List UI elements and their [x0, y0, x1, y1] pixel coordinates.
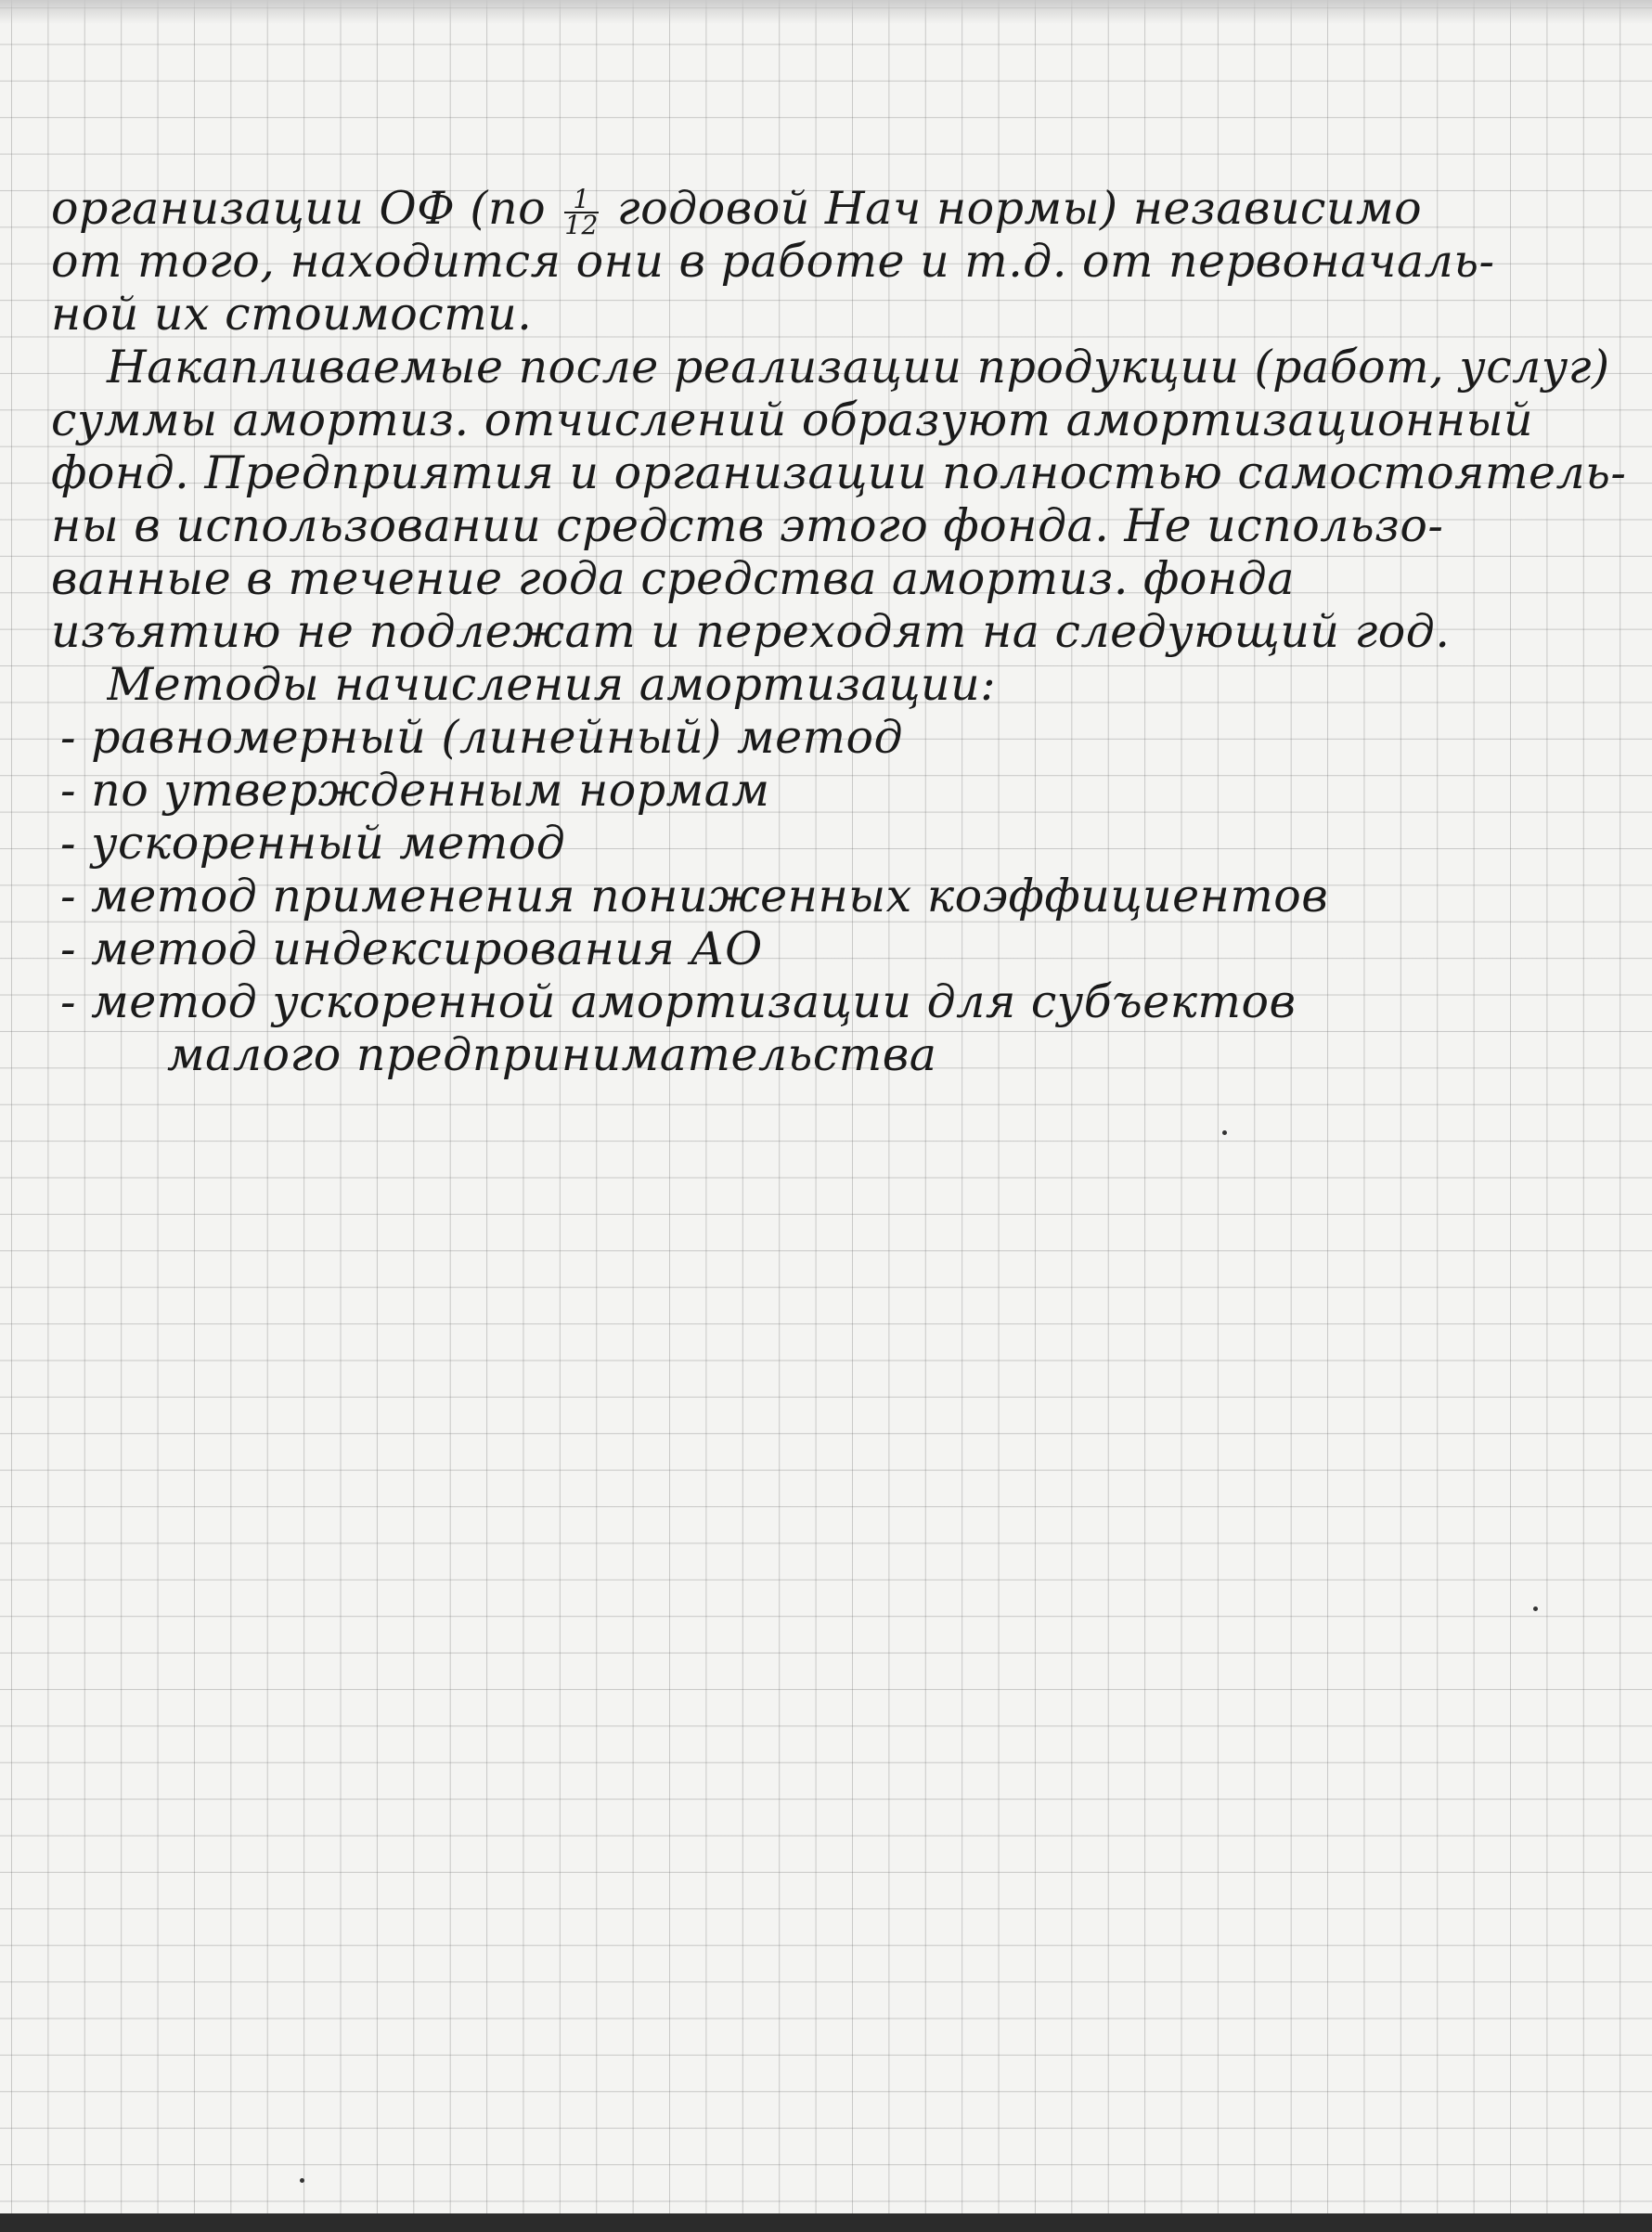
page-bottom-edge: [0, 2213, 1652, 2232]
ink-dot: [1222, 1130, 1227, 1135]
paragraph2-line6: изъятию не подлежат и переходят на следующий год.: [51, 605, 1451, 658]
page-top-shadow: [0, 0, 1652, 24]
methods-list-item: - по утвержденным нормам: [60, 764, 770, 817]
paragraph2-line2: суммы амортиз. отчислений образуют амортизационный: [51, 394, 1534, 446]
paragraph2-line4: ны в использовании средств этого фонда. Не использо-: [51, 499, 1444, 552]
methods-list-item: - метод ускоренной амортизации для субъектов: [60, 975, 1297, 1028]
ink-dot: [1533, 1606, 1538, 1611]
methods-heading: [107, 658, 1629, 711]
paragraph1-line1-start: организации ОФ (по: [51, 182, 547, 235]
fraction: [564, 183, 599, 236]
methods-heading-text: Методы начисления амортизации:: [107, 658, 996, 711]
methods-list-item-continuation: малого предпринимательства: [167, 1028, 937, 1081]
paragraph2-line5: ванные в течение года средства амортиз. фонда: [51, 552, 1295, 605]
paragraph1-line2: от того, находится они в работе и т.д. от первоначаль-: [51, 235, 1495, 288]
methods-list-item: - ускоренный метод: [60, 817, 566, 870]
methods-list-item: - равномерный (линейный) метод: [60, 711, 904, 764]
ink-dot: [300, 2178, 304, 2183]
methods-list-item: - метод индексирования АО: [60, 922, 763, 975]
fraction-numerator: 1: [564, 187, 599, 213]
handwritten-notes: [51, 182, 1629, 1081]
paragraph1-line1-end: годовой Нач нормы) независимо: [616, 182, 1423, 235]
paragraph1-line3: ной их стоимости.: [51, 288, 533, 341]
paragraph2-line3: фонд. Предприятия и организации полностью самостоятель-: [51, 446, 1627, 499]
paragraph2-line1: Накапливаемые после реализации продукции (работ, услуг): [107, 341, 1610, 394]
paragraph1-line1: [51, 182, 1629, 235]
methods-list-item: - метод применения пониженных коэффициентов: [60, 870, 1329, 922]
fraction-denominator: 12: [564, 209, 599, 235]
